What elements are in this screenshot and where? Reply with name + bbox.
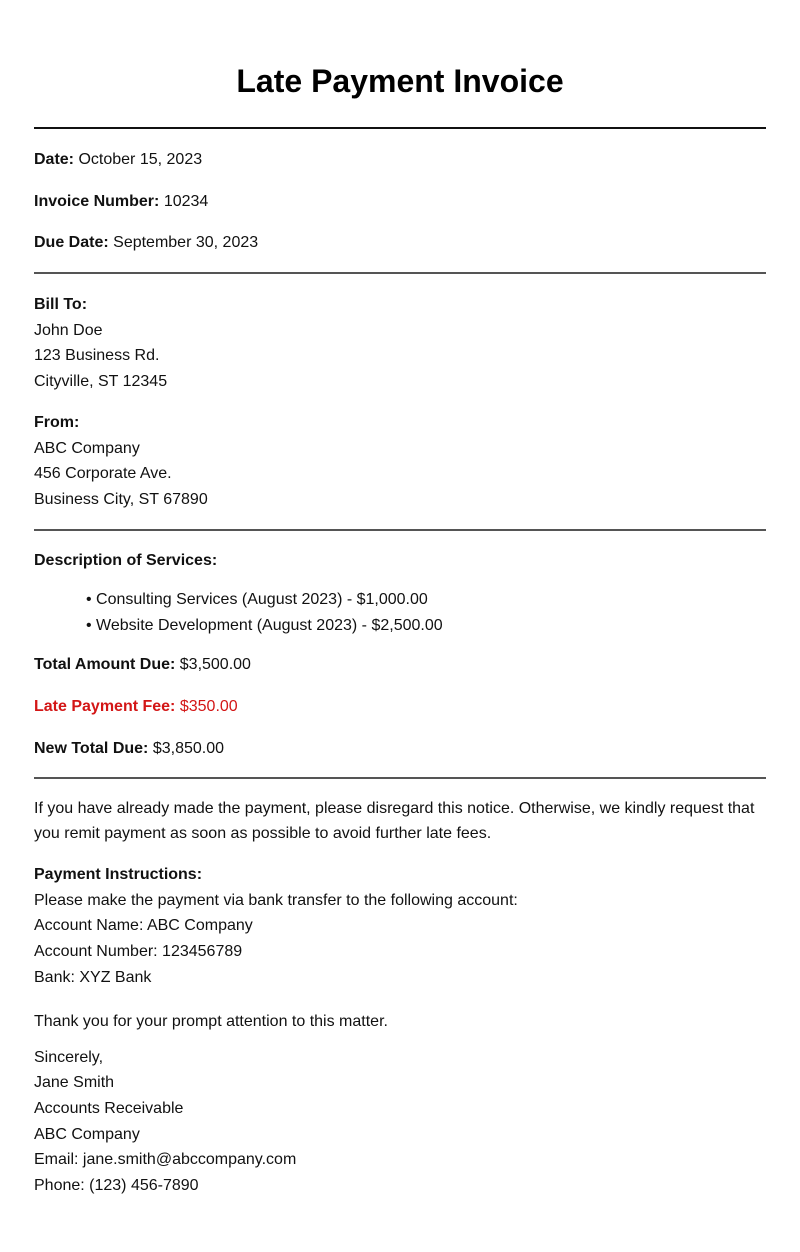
from-label: From: [34,413,80,431]
thanks-text: Thank you for your prompt attention to this matter. [34,1012,388,1030]
invoice-number-label: Invoice Number: [34,193,160,210]
total-due-row [34,655,766,675]
totals-block [34,655,766,759]
due-date-value: September 30, 2023 [113,234,259,251]
bill-to-label: Bill To: [34,296,88,313]
account-number: Account Number: 123456789 [34,943,243,961]
date-value: October 15, 2023 [78,151,203,168]
signer-title: Accounts Receivable [34,1099,184,1117]
date-label: Date: [34,151,75,168]
signature-block [34,1045,766,1199]
signer-company: ABC Company [34,1125,140,1143]
late-fee-row [34,697,766,717]
service-item: • Website Development (August 2023) - $2,500.00 [86,616,443,634]
invoice-page [34,0,766,1199]
closing: Sincerely, [34,1048,104,1066]
from-name: ABC Company [34,439,140,457]
late-fee-label: Late Payment Fee: [34,697,176,715]
services-label: Description of Services: [34,551,218,569]
new-total-value: $3,850.00 [152,739,225,757]
notice-paragraph [34,796,766,847]
page-title: Late Payment Invoice [236,63,564,99]
from-street: 456 Corporate Ave. [34,465,172,483]
bill-to-city: Cityville, ST 12345 [34,373,168,391]
bill-to-name: John Doe [34,321,103,339]
service-item: • Consulting Services (August 2023) - $1,000.00 [86,590,428,608]
section-divider [34,777,766,779]
services-list [34,587,766,639]
due-date-label: Due Date: [34,234,109,251]
late-fee-value: $350.00 [179,697,238,715]
section-divider [34,529,766,531]
title-divider [34,127,766,129]
from-block [34,410,766,513]
payment-instructions-label: Payment Instructions: [34,866,203,884]
payment-instructions [34,862,766,991]
signer-email: Email: jane.smith@abccompany.com [34,1151,297,1169]
notice-line: If you have already made the payment, please disregard this notice. Otherwise, we kindly request that [34,799,755,817]
due-date-row [34,233,766,253]
signer-name: Jane Smith [34,1074,115,1092]
total-due-label: Total Amount Due: [34,655,176,673]
payment-intro: Please make the payment via bank transfer to the following account: [34,891,518,909]
date-row [34,150,766,170]
invoice-number-row [34,192,766,212]
account-name: Account Name: ABC Company [34,917,253,935]
invoice-meta [34,150,766,253]
total-due-value: $3,500.00 [179,655,251,673]
services-block [34,551,766,639]
notice-line: you remit payment as soon as possible to avoid further late fees. [34,825,492,843]
section-divider [34,272,766,274]
new-total-label: New Total Due: [34,739,149,757]
bill-to-block [34,292,766,395]
bill-to-street: 123 Business Rd. [34,347,160,365]
invoice-number-value: 10234 [163,193,209,210]
bank-name: Bank: XYZ Bank [34,968,152,986]
from-city: Business City, ST 67890 [34,490,208,508]
new-total-row [34,739,766,759]
signer-phone: Phone: (123) 456-7890 [34,1177,199,1195]
